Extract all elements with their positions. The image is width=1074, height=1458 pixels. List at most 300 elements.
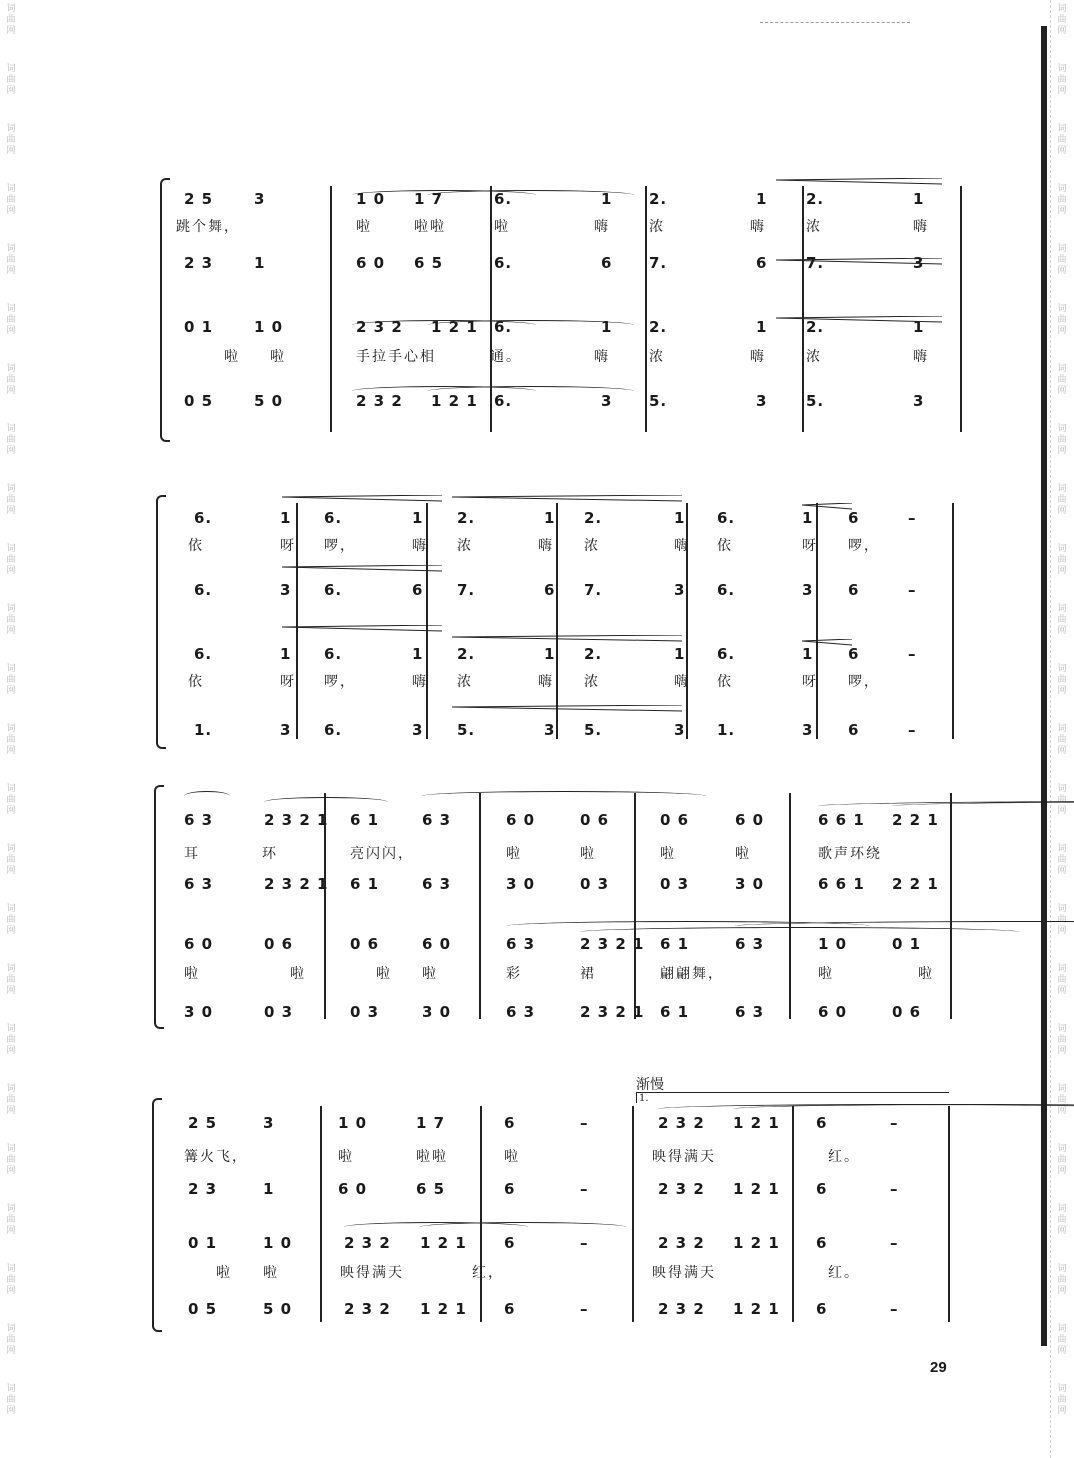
- note-group: 0 5: [184, 392, 214, 410]
- bar-line: [952, 503, 954, 739]
- watermark-text: 词 曲 网: [6, 124, 16, 156]
- note-group: 3 0: [184, 1003, 214, 1021]
- note-group: 1: [802, 509, 814, 527]
- watermark-text: 词 曲 网: [6, 724, 16, 756]
- note-group: 2 3 2: [344, 1300, 391, 1318]
- system-bracket: [154, 785, 164, 1029]
- lyric-text: 啦: [216, 1265, 232, 1281]
- lyric-text: 啦: [376, 966, 392, 982]
- note-group: 6: [504, 1300, 516, 1318]
- lyric-text: 红。: [828, 1149, 860, 1165]
- hairpin-mark: [452, 635, 682, 647]
- watermark-text: 词 曲 网: [1057, 1024, 1067, 1056]
- lyric-text: 耳: [184, 846, 200, 862]
- note-group: 1 0: [356, 190, 386, 208]
- note-group: 6: [504, 1114, 516, 1132]
- note-group: 2 3 2 1: [580, 935, 645, 953]
- note-group: –: [890, 1114, 899, 1132]
- lyric-text: 啦: [504, 1149, 520, 1165]
- note-group: 6.: [717, 509, 736, 527]
- lyric-text: 啦: [580, 846, 596, 862]
- note-group: 2 2 1: [892, 811, 939, 829]
- note-group: 2 3 2: [356, 392, 403, 410]
- watermark-text: 词 曲 网: [1057, 544, 1067, 576]
- bar-line: [802, 186, 804, 432]
- hairpin-mark: [776, 258, 942, 270]
- slur-mark: [733, 1104, 1074, 1114]
- lyric-text: 篝火飞，: [184, 1149, 248, 1165]
- note-group: 1: [674, 509, 686, 527]
- note-group: 6 5: [416, 1180, 446, 1198]
- note-group: 2 3 2: [344, 1234, 391, 1252]
- watermark-text: 词 曲 网: [1057, 784, 1067, 816]
- note-group: 1 2 1: [733, 1234, 780, 1252]
- lyric-text: 依: [188, 674, 204, 690]
- note-group: 7.: [649, 254, 668, 272]
- lyric-text: 浓: [806, 219, 822, 235]
- lyric-text: 啦: [184, 966, 200, 982]
- bar-line: [948, 1106, 950, 1322]
- note-group: 6: [816, 1300, 828, 1318]
- lyric-text: 通。: [490, 349, 522, 365]
- note-group: 2 5: [184, 190, 214, 208]
- note-group: 6: [816, 1234, 828, 1252]
- note-group: 6: [848, 645, 860, 663]
- note-group: 0 6: [892, 1003, 922, 1021]
- lyric-text: 彩: [506, 966, 522, 982]
- note-group: 1.: [717, 721, 736, 739]
- note-group: 1 2 1: [733, 1180, 780, 1198]
- hairpin-mark: [282, 625, 442, 637]
- lyric-text: 嗨: [594, 219, 610, 235]
- note-group: 3 0: [735, 875, 765, 893]
- lyric-text: 嗨: [538, 674, 554, 690]
- watermark-text: 词 曲 网: [6, 784, 16, 816]
- note-group: 2 3: [184, 254, 214, 272]
- note-group: 2 3 2: [658, 1114, 705, 1132]
- note-group: 2 3 2: [658, 1300, 705, 1318]
- note-group: 0 6: [580, 811, 610, 829]
- bar-line: [556, 503, 558, 739]
- watermark-text: 词 曲 网: [1057, 1324, 1067, 1356]
- note-group: 2 5: [188, 1114, 218, 1132]
- watermark-text: 词 曲 网: [6, 1384, 16, 1416]
- note-group: 6 0: [338, 1180, 368, 1198]
- note-group: 6: [504, 1234, 516, 1252]
- note-group: 6 1: [350, 875, 380, 893]
- note-group: 6: [601, 254, 613, 272]
- lyric-text: 嗨: [750, 349, 766, 365]
- note-group: 6.: [494, 392, 513, 410]
- watermark-text: 词 曲 网: [6, 184, 16, 216]
- lyric-text: 红。: [828, 1265, 860, 1281]
- lyric-text: 嗨: [913, 219, 929, 235]
- lyric-text: 映得满天: [340, 1265, 404, 1281]
- watermark-text: 词 曲 网: [6, 664, 16, 696]
- watermark-text: 词 曲 网: [1057, 844, 1067, 876]
- note-group: 3 0: [506, 875, 536, 893]
- lyric-text: 啦: [818, 966, 834, 982]
- note-group: 3: [280, 721, 292, 739]
- note-group: –: [908, 581, 917, 599]
- lyric-text: 啦啦: [416, 1149, 448, 1165]
- hairpin-mark: [452, 705, 682, 717]
- note-group: 1 7: [414, 190, 444, 208]
- lyric-text: 啰，: [848, 538, 880, 554]
- note-group: 1: [280, 509, 292, 527]
- note-group: 6 1: [350, 811, 380, 829]
- note-group: 6 0: [356, 254, 386, 272]
- note-group: 3: [263, 1114, 275, 1132]
- note-group: –: [580, 1114, 589, 1132]
- note-group: 6.: [324, 509, 343, 527]
- lyric-text: 浓: [584, 538, 600, 554]
- note-group: 6: [756, 254, 768, 272]
- note-group: 3: [544, 721, 556, 739]
- note-group: 6: [848, 509, 860, 527]
- lyric-text: 裙: [580, 966, 596, 982]
- bar-line: [330, 186, 332, 432]
- hairpin-mark: [776, 178, 942, 190]
- note-group: 0 1: [892, 935, 922, 953]
- note-group: 6.: [194, 581, 213, 599]
- note-group: –: [890, 1300, 899, 1318]
- note-group: –: [908, 509, 917, 527]
- note-group: 2 3: [188, 1180, 218, 1198]
- lyric-text: 浓: [584, 674, 600, 690]
- note-group: –: [580, 1300, 589, 1318]
- hairpin-mark: [282, 495, 442, 507]
- note-group: 6: [504, 1180, 516, 1198]
- note-group: 0 3: [580, 875, 610, 893]
- note-group: 2.: [584, 645, 603, 663]
- note-group: 1 0: [818, 935, 848, 953]
- note-group: 1 0: [263, 1234, 293, 1252]
- hairpin-mark: [802, 503, 852, 515]
- slur-mark: [428, 190, 634, 200]
- note-group: 1: [802, 645, 814, 663]
- note-group: 6 0: [422, 935, 452, 953]
- note-group: 7.: [584, 581, 603, 599]
- score-system: [154, 785, 954, 1025]
- bar-line: [634, 793, 636, 1019]
- lyric-text: 啦: [263, 1265, 279, 1281]
- system-bracket: [156, 495, 166, 749]
- lyric-text: 嗨: [674, 674, 690, 690]
- bar-line: [950, 793, 952, 1019]
- note-group: 6 3: [184, 811, 214, 829]
- note-group: 1 2 1: [420, 1234, 467, 1252]
- lyric-text: 呀: [280, 674, 296, 690]
- hairpin-mark: [776, 316, 942, 328]
- note-group: 1 2 1: [733, 1114, 780, 1132]
- lyric-text: 浓: [806, 349, 822, 365]
- lyric-text: 嗨: [538, 538, 554, 554]
- lyric-text: 啰，: [324, 674, 356, 690]
- lyric-text: 浓: [649, 219, 665, 235]
- note-group: 5.: [806, 392, 825, 410]
- note-group: 6.: [194, 645, 213, 663]
- note-group: 3 0: [422, 1003, 452, 1021]
- note-group: 6: [816, 1180, 828, 1198]
- bar-line: [792, 1106, 794, 1322]
- note-group: 6 3: [506, 935, 536, 953]
- system-bracket: [152, 1098, 162, 1332]
- watermark-text: 词 曲 网: [6, 1324, 16, 1356]
- bar-line: [816, 503, 818, 739]
- bar-line: [426, 503, 428, 739]
- slur-mark: [264, 797, 388, 807]
- watermark-text: 词 曲 网: [1057, 1084, 1067, 1116]
- hairpin-mark: [802, 639, 852, 651]
- note-group: 6.: [494, 318, 513, 336]
- hairpin-mark: [282, 565, 442, 577]
- note-group: 3: [913, 392, 925, 410]
- lyric-text: 啦: [422, 966, 438, 982]
- score-system: [156, 495, 956, 745]
- lyric-text: 红，: [472, 1265, 504, 1281]
- note-group: 6.: [494, 254, 513, 272]
- watermark-text: 词 曲 网: [1057, 64, 1067, 96]
- note-group: 6 3: [506, 1003, 536, 1021]
- page-number: 29: [930, 1359, 947, 1376]
- watermark-text: 词 曲 网: [6, 1264, 16, 1296]
- note-group: 1 7: [416, 1114, 446, 1132]
- lyric-text: 亮闪闪，: [350, 846, 414, 862]
- watermark-text: 词 曲 网: [6, 964, 16, 996]
- note-group: 7.: [806, 254, 825, 272]
- watermark-text: 词 曲 网: [6, 1024, 16, 1056]
- slur-mark: [428, 320, 634, 330]
- note-group: 6.: [194, 509, 213, 527]
- note-group: 0 3: [350, 1003, 380, 1021]
- note-group: 2.: [584, 509, 603, 527]
- note-group: 6 3: [735, 1003, 765, 1021]
- note-group: 6 0: [506, 811, 536, 829]
- bar-line: [960, 186, 962, 432]
- bar-line: [632, 1106, 634, 1322]
- watermark-text: 词 曲 网: [1057, 184, 1067, 216]
- note-group: 6.: [717, 645, 736, 663]
- watermark-text: 词 曲 网: [1057, 364, 1067, 396]
- watermark-text: 词 曲 网: [6, 1084, 16, 1116]
- lyric-text: 啦: [735, 846, 751, 862]
- lyric-text: 手拉手心相: [356, 349, 436, 365]
- volta-bracket: 1.: [636, 1092, 949, 1103]
- watermark-text: 词 曲 网: [1057, 1204, 1067, 1236]
- note-group: 6.: [324, 645, 343, 663]
- watermark-strip-right: [1050, 0, 1073, 1458]
- lyric-text: 嗨: [913, 349, 929, 365]
- note-group: –: [580, 1180, 589, 1198]
- lyric-text: 浓: [457, 538, 473, 554]
- note-group: 0 1: [188, 1234, 218, 1252]
- note-group: 5 0: [254, 392, 284, 410]
- lyric-text: 啦: [660, 846, 676, 862]
- note-group: 2 3 2 1: [264, 875, 329, 893]
- watermark-text: 词 曲 网: [1057, 124, 1067, 156]
- lyric-text: 环: [262, 846, 278, 862]
- note-group: 2 3 2 1: [264, 811, 329, 829]
- note-group: 2.: [649, 190, 668, 208]
- lyric-text: 啦: [290, 966, 306, 982]
- note-group: 1 0: [254, 318, 284, 336]
- note-group: 0 5: [188, 1300, 218, 1318]
- note-group: 3: [674, 581, 686, 599]
- lyric-text: 啦: [270, 349, 286, 365]
- note-group: 1 0: [338, 1114, 368, 1132]
- hairpin-mark: [452, 495, 682, 507]
- watermark-text: 词 曲 网: [6, 424, 16, 456]
- lyric-text: 依: [717, 538, 733, 554]
- note-group: 3: [280, 581, 292, 599]
- note-group: 2.: [649, 318, 668, 336]
- score-system: [160, 178, 960, 438]
- lyric-text: 啦: [494, 219, 510, 235]
- watermark-text: 词 曲 网: [6, 4, 16, 36]
- note-group: 2.: [806, 318, 825, 336]
- note-group: 3: [802, 581, 814, 599]
- watermark-text: 词 曲 网: [1057, 904, 1067, 936]
- bar-line: [645, 186, 647, 432]
- watermark-text: 词 曲 网: [1057, 4, 1067, 36]
- note-group: 1: [280, 645, 292, 663]
- note-group: 6.: [494, 190, 513, 208]
- watermark-text: 词 曲 网: [6, 1204, 16, 1236]
- slur-mark: [735, 921, 1074, 931]
- note-group: –: [580, 1234, 589, 1252]
- note-group: 6 1: [660, 1003, 690, 1021]
- watermark-text: 词 曲 网: [1057, 1384, 1067, 1416]
- note-group: 1 2 1: [431, 318, 478, 336]
- note-group: 1: [412, 645, 424, 663]
- note-group: 1: [412, 509, 424, 527]
- note-group: 6 0: [818, 1003, 848, 1021]
- lyric-text: 呀: [802, 674, 818, 690]
- note-group: 6 3: [184, 875, 214, 893]
- note-group: 1: [756, 318, 768, 336]
- note-group: 5.: [649, 392, 668, 410]
- note-group: 2.: [806, 190, 825, 208]
- watermark-text: 词 曲 网: [6, 1144, 16, 1176]
- note-group: 6.: [324, 721, 343, 739]
- note-group: 6 0: [184, 935, 214, 953]
- watermark-text: 词 曲 网: [6, 364, 16, 396]
- note-group: 6: [544, 581, 556, 599]
- note-group: 6: [412, 581, 424, 599]
- lyric-text: 啰，: [324, 538, 356, 554]
- lyric-text: 跳个舞，: [176, 219, 240, 235]
- note-group: 6: [848, 721, 860, 739]
- note-group: 2.: [457, 645, 476, 663]
- watermark-text: 词 曲 网: [1057, 1144, 1067, 1176]
- note-group: 0 3: [264, 1003, 294, 1021]
- note-group: 1: [913, 190, 925, 208]
- bar-line: [296, 503, 298, 739]
- lyric-text: 啦: [338, 1149, 354, 1165]
- note-group: 1.: [194, 721, 213, 739]
- lyric-text: 啦: [356, 219, 372, 235]
- note-group: 1: [254, 254, 266, 272]
- watermark-text: 词 曲 网: [1057, 304, 1067, 336]
- slur-mark: [428, 386, 634, 396]
- note-group: 6: [816, 1114, 828, 1132]
- note-group: 2 2 1: [892, 875, 939, 893]
- watermark-text: 词 曲 网: [6, 544, 16, 576]
- note-group: 5 0: [263, 1300, 293, 1318]
- lyric-text: 映得满天: [652, 1149, 716, 1165]
- watermark-text: 词 曲 网: [6, 604, 16, 636]
- lyric-text: 嗨: [412, 674, 428, 690]
- bar-line: [320, 1106, 322, 1322]
- watermark-text: 词 曲 网: [6, 304, 16, 336]
- watermark-text: 词 曲 网: [6, 484, 16, 516]
- note-group: 6 6 1: [818, 811, 865, 829]
- note-group: 5.: [584, 721, 603, 739]
- note-group: –: [908, 721, 917, 739]
- watermark-text: 词 曲 网: [6, 904, 16, 936]
- note-group: 1: [913, 318, 925, 336]
- lyric-text: 浓: [457, 674, 473, 690]
- lyric-text: 依: [188, 538, 204, 554]
- note-group: 3: [913, 254, 925, 272]
- lyric-text: 啦: [918, 966, 934, 982]
- lyric-text: 歌声环绕: [818, 846, 882, 862]
- note-group: 7.: [457, 581, 476, 599]
- note-group: 6 3: [422, 875, 452, 893]
- lyric-text: 依: [717, 674, 733, 690]
- lyric-text: 啦啦: [414, 219, 446, 235]
- score-system: [152, 1077, 952, 1328]
- note-group: 3: [674, 721, 686, 739]
- page-edge-bar: [1041, 26, 1047, 1346]
- watermark-text: 词 曲 网: [1057, 484, 1067, 516]
- lyric-text: 嗨: [750, 219, 766, 235]
- slur-mark: [420, 1222, 626, 1232]
- note-group: 0 6: [350, 935, 380, 953]
- lyric-text: 嗨: [674, 538, 690, 554]
- note-group: 1: [601, 318, 613, 336]
- note-group: 1: [756, 190, 768, 208]
- note-group: –: [890, 1234, 899, 1252]
- note-group: 1 2 1: [431, 392, 478, 410]
- watermark-strip-left: [0, 0, 22, 1458]
- note-group: 6 1: [660, 935, 690, 953]
- note-group: 0 1: [184, 318, 214, 336]
- note-group: 2 3 2: [658, 1234, 705, 1252]
- note-group: 3: [254, 190, 266, 208]
- lyric-text: 映得满天: [652, 1265, 716, 1281]
- note-group: 2 3 2 1: [580, 1003, 645, 1021]
- note-group: 6 0: [735, 811, 765, 829]
- bar-line: [324, 793, 326, 1019]
- note-group: 3: [412, 721, 424, 739]
- note-group: 3: [756, 392, 768, 410]
- note-group: 2 3 2: [356, 318, 403, 336]
- lyric-text: 呀: [802, 538, 818, 554]
- slur-mark: [184, 791, 230, 801]
- bar-line: [480, 1106, 482, 1322]
- lyric-text: 呀: [280, 538, 296, 554]
- bar-line: [479, 793, 481, 1019]
- note-group: 1 2 1: [733, 1300, 780, 1318]
- note-group: 0 6: [660, 811, 690, 829]
- watermark-text: 词 曲 网: [1057, 424, 1067, 456]
- note-group: 6 5: [414, 254, 444, 272]
- note-group: 5.: [457, 721, 476, 739]
- note-group: 1: [674, 645, 686, 663]
- note-group: 2.: [457, 509, 476, 527]
